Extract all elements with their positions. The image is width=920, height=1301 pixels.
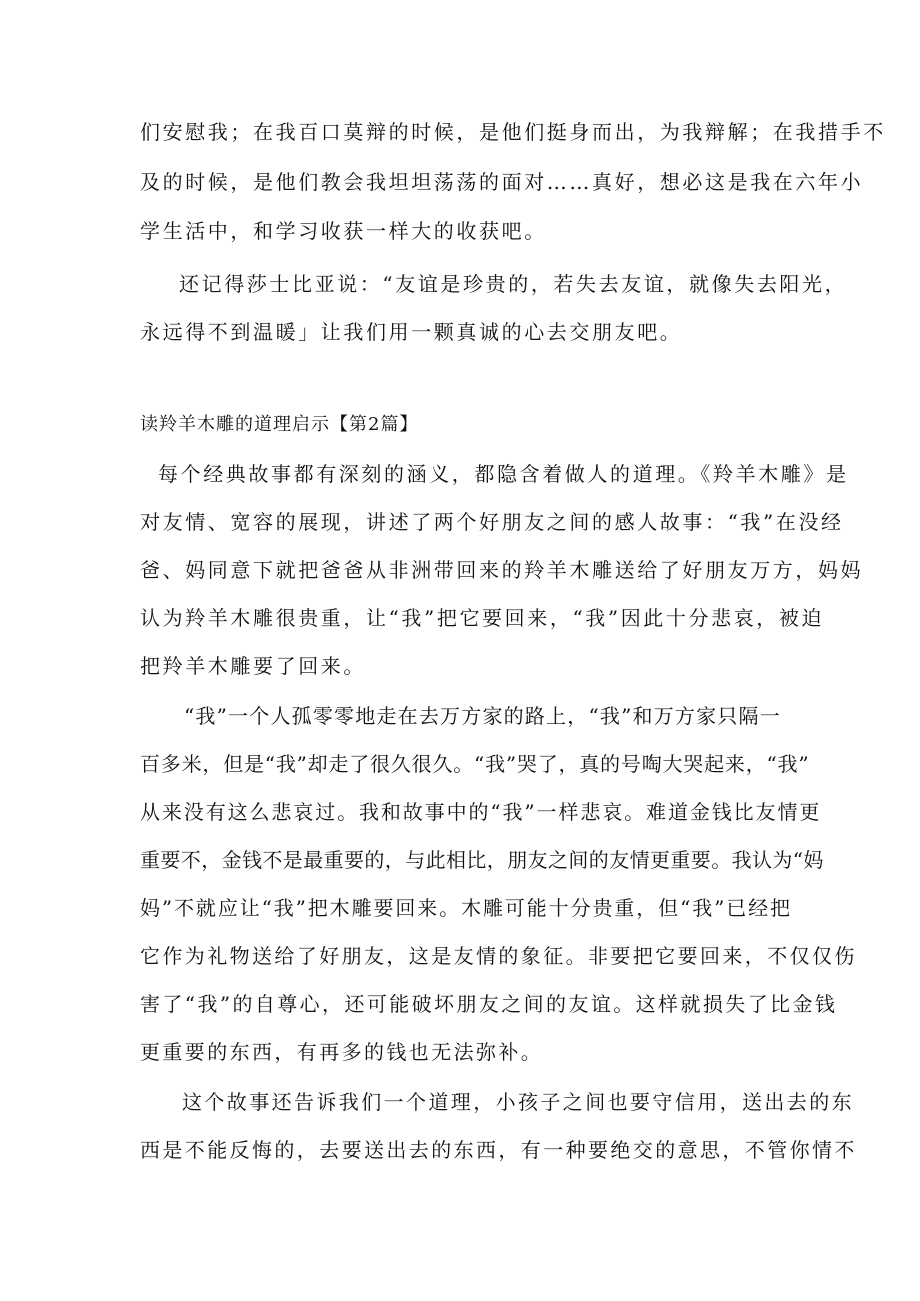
paragraph-line: 西是不能反悔的，去要送出去的东西，有一种要绝交的意思，不管你情不 — [140, 1138, 857, 1162]
paragraph-line: 从来没有这么悲哀过。我和故事中的“我”一样悲哀。难道金钱比友情更 — [140, 800, 822, 824]
paragraph-line: 它作为礼物送给了好朋友，这是友情的象征。非要把它要回来，不仅仅伤 — [140, 944, 857, 968]
paragraph-line: 爸、妈同意下就把爸爸从非洲带回来的羚羊木雕送给了好朋友万方，妈妈 — [140, 558, 864, 582]
paragraph-line: 们安慰我；在我百口莫辩的时候，是他们挺身而出，为我辩解；在我措手不 — [140, 120, 886, 144]
paragraph-line: 还记得莎士比亚说：“友谊是珍贵的，若失去友谊，就像失去阳光， — [179, 272, 848, 296]
paragraph-line: “我”一个人孤零零地走在去万方家的路上，“我”和万方家只隔一 — [184, 704, 781, 728]
paragraph-line: 这个故事还告诉我们一个道理，小孩子之间也要守信用，送出去的东 — [182, 1090, 854, 1114]
paragraph-line: 及的时候，是他们教会我坦坦荡荡的面对……真好，想必这是我在六年小 — [140, 170, 864, 194]
paragraph-line: 学生活中，和学习收获一样大的收获吧。 — [140, 219, 547, 243]
paragraph-line: 害了“我”的自尊心，还可能破坏朋友之间的友谊。这样就损失了比金钱 — [140, 992, 838, 1016]
paragraph-line: 永远得不到温暖」让我们用一颗真诚的心去交朋友吧。 — [140, 320, 683, 344]
paragraph-line: 重要不，金钱不是最重要的，与此相比，朋友之间的友情更重要。我认为“妈 — [140, 848, 824, 872]
paragraph-line: 对友情、宽容的展现，讲述了两个好朋友之间的感人故事：“我”在没经 — [140, 510, 844, 534]
paragraph-line: 妈”不就应让“我”把木雕要回来。木雕可能十分贵重，但“我”已经把 — [140, 896, 792, 920]
paragraph-line: 认为羚羊木雕很贵重，让“我”把它要回来，“我”因此十分悲哀，被迫 — [140, 606, 825, 630]
section-heading: 读羚羊木雕的道理启示【第2篇】 — [140, 414, 419, 435]
paragraph-line: 把羚羊木雕要了回来。 — [140, 654, 366, 678]
paragraph-line: 更重要的东西，有再多的钱也无法弥补。 — [140, 1040, 544, 1064]
paragraph-line: 百多米，但是“我”却走了很久很久。“我”哭了，真的号啕大哭起来，“我” — [140, 752, 810, 776]
paragraph-line: 每个经典故事都有深刻的涵义，都隐含着做人的道理。《羚羊木雕》是 — [158, 462, 849, 486]
